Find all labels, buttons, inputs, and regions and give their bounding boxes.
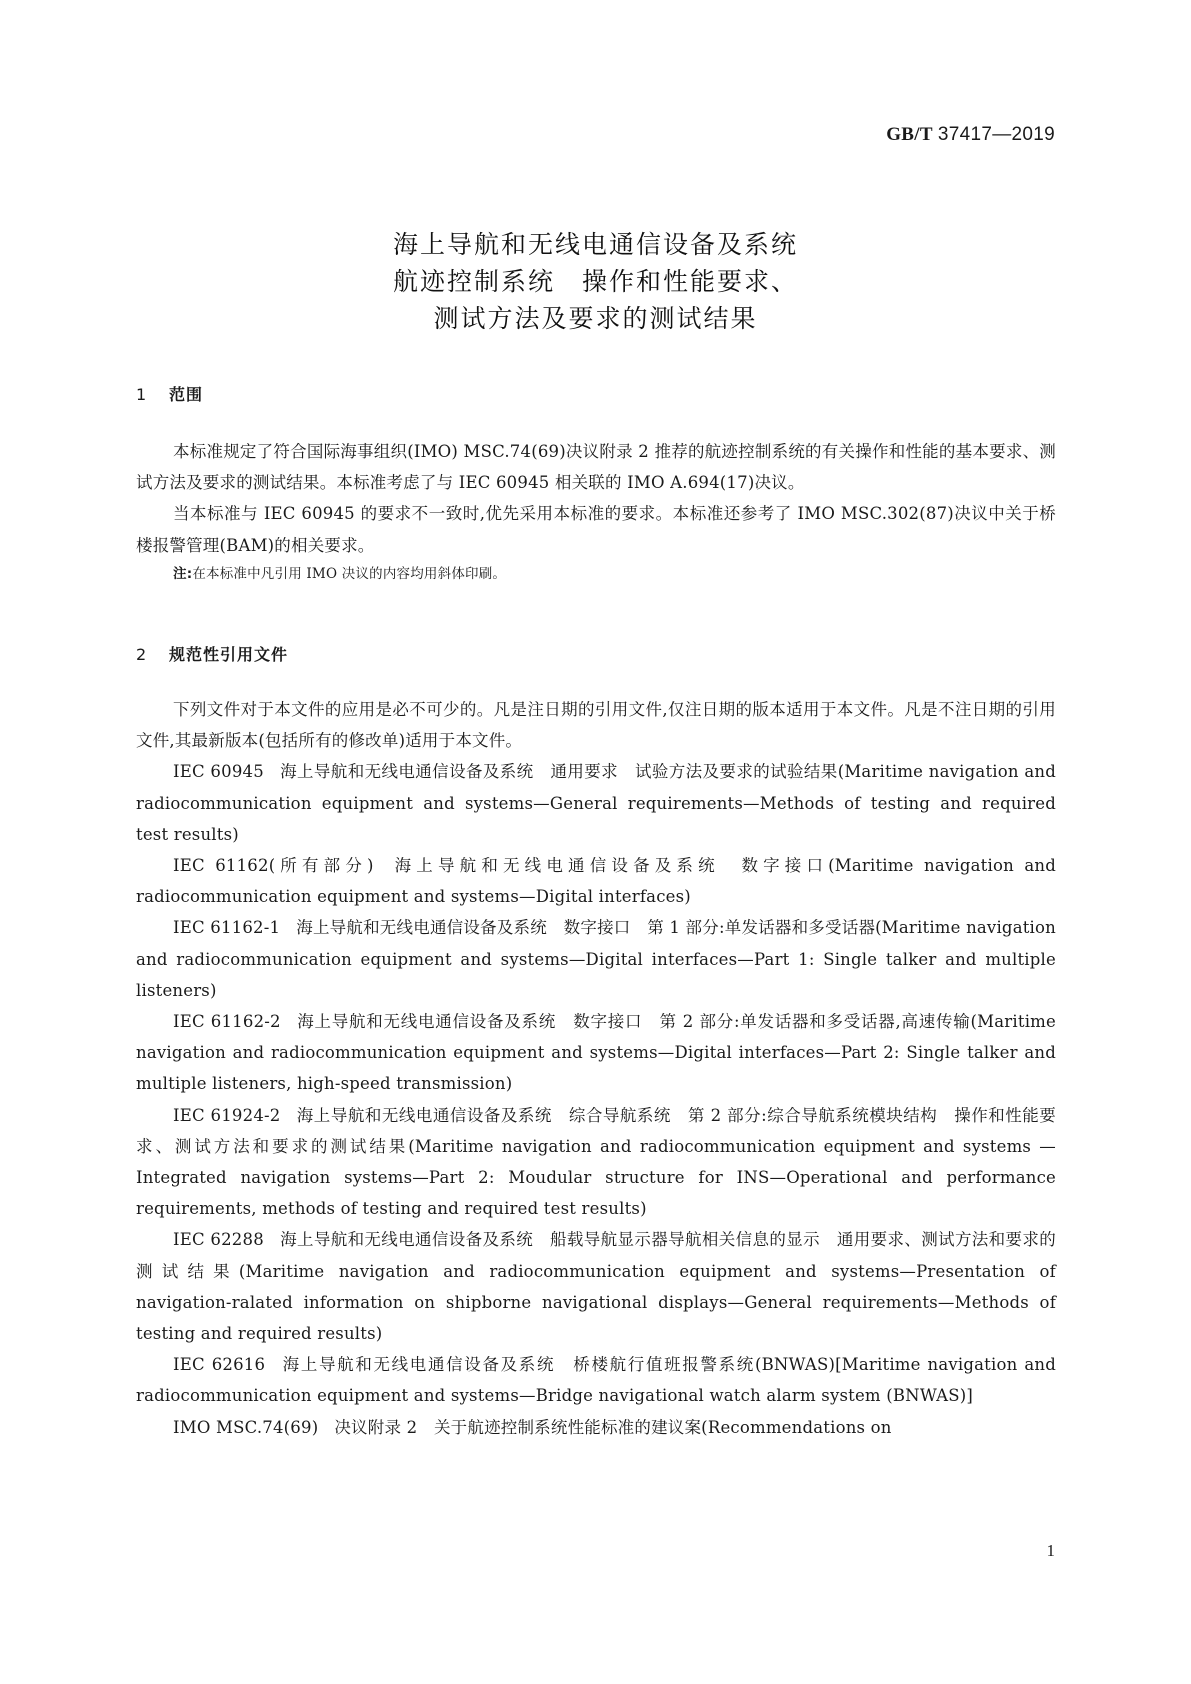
reference-entry: [136, 756, 1056, 850]
scope-body: [136, 436, 1056, 587]
reference-text: 海上导航和无线电通信设备及系统 船载导航显示器导航相关信息的显示 通用要求、测试方法和要求的测试结果(Maritime navigation and radiocommunication equipment and systems—Presentation of navigation-ralated information on shipborne navigational displays—General requirements—Methods of testing and required results): [136, 1230, 1056, 1344]
reference-text: 海上导航和无线电通信设备及系统 桥楼航行值班报警系统(BNWAS)[Maritime navigation and radiocommunication equipment and systems—Bridge navigational watch alarm system (BNWAS)]: [136, 1355, 1056, 1406]
page-number: 1: [1046, 1541, 1055, 1560]
reference-entry: [136, 1224, 1056, 1349]
reference-entry: [136, 1100, 1056, 1225]
section-heading-scope: [136, 382, 203, 405]
section-title: 规范性引用文件: [169, 645, 289, 664]
scope-note: [136, 561, 1056, 587]
reference-code: IEC 62288: [173, 1230, 264, 1250]
reference-entry: [136, 1412, 1056, 1443]
reference-code: IEC 61162-2: [173, 1012, 281, 1032]
reference-code: IEC 60945: [173, 762, 264, 782]
reference-entry: [136, 1006, 1056, 1100]
standard-number: 37417—2019: [937, 124, 1055, 145]
scope-paragraph-2: 当本标准与 IEC 60945 的要求不一致时,优先采用本标准的要求。本标准还参考了 IMO MSC.302(87)决议中关于桥楼报警管理(BAM)的相关要求。: [136, 504, 1056, 555]
standard-prefix: GB/T: [886, 124, 933, 145]
section-title: 范围: [169, 385, 204, 404]
reference-text: 海上导航和无线电通信设备及系统 通用要求 试验方法及要求的试验结果(Maritime navigation and radiocommunication equipment and systems—General requirements—Methods of testing and required test results): [136, 762, 1056, 844]
reference-text: 决议附录 2 关于航迹控制系统性能标准的建议案(Recommendations on: [334, 1417, 892, 1437]
title-line-2: 航迹控制系统 操作和性能要求、: [392, 267, 798, 296]
references-intro: 下列文件对于本文件的应用是必不可少的。凡是注日期的引用文件,仅注日期的版本适用于本文件。凡是不注日期的引用文件,其最新版本(包括所有的修改单)适用于本文件。: [136, 700, 1056, 751]
reference-entry: [136, 912, 1056, 1006]
section-number: 1: [136, 385, 148, 404]
standard-code: [886, 124, 1055, 146]
note-text: 在本标准中凡引用 IMO 决议的内容均用斜体印刷。: [192, 565, 507, 582]
reference-entry: [136, 850, 1056, 912]
note-label: 注:: [173, 565, 193, 582]
title-line-3: 测试方法及要求的测试结果: [433, 304, 758, 333]
scope-paragraph-1: 本标准规定了符合国际海事组织(IMO) MSC.74(69)决议附录 2 推荐的航迹控制系统的有关操作和性能的基本要求、测试方法及要求的测试结果。本标准考虑了与 IEC 60945 相关联的 IMO A.694(17)决议。: [136, 442, 1056, 493]
reference-text: 海上导航和无线电通信设备及系统 数字接口 第 2 部分:单发话器和多受话器,高速传输(Maritime navigation and radiocommunication equipment and systems—Digital interfaces—Part 2: Single talker and multiple listeners, high-speed transmission): [136, 1012, 1056, 1094]
normative-references-body: [136, 694, 1056, 1443]
reference-entry: [136, 1349, 1056, 1411]
document-title: [0, 226, 1191, 337]
section-number: 2: [136, 645, 148, 664]
reference-code: IMO MSC.74(69): [173, 1417, 319, 1437]
section-heading-normative-references: [136, 642, 288, 665]
reference-code: IEC 61924-2: [173, 1105, 281, 1125]
reference-text: 海上导航和无线电通信设备及系统 数字接口 第 1 部分:单发话器和多受话器(Maritime navigation and radiocommunication equipment and systems—Digital interfaces—Part 1: Single talker and multiple listeners): [136, 918, 1056, 1000]
reference-text: 海上导航和无线电通信设备及系统 数字接口(Maritime navigation and radiocommunication equipment and systems—Digital interfaces): [136, 856, 1056, 907]
title-line-1: 海上导航和无线电通信设备及系统: [392, 230, 798, 259]
reference-code: IEC 61162(所有部分): [173, 856, 374, 876]
reference-code: IEC 62616: [173, 1355, 266, 1375]
reference-code: IEC 61162-1: [173, 918, 281, 938]
reference-text: 海上导航和无线电通信设备及系统 综合导航系统 第 2 部分:综合导航系统模块结构 操作和性能要求、测试方法和要求的测试结果(Maritime navigation and radiocommunication equipment and systems —Integrated navigation systems—Part 2: Moudular structure for INS—Operational and performance requirements, methods of testing and required test results): [136, 1105, 1056, 1219]
